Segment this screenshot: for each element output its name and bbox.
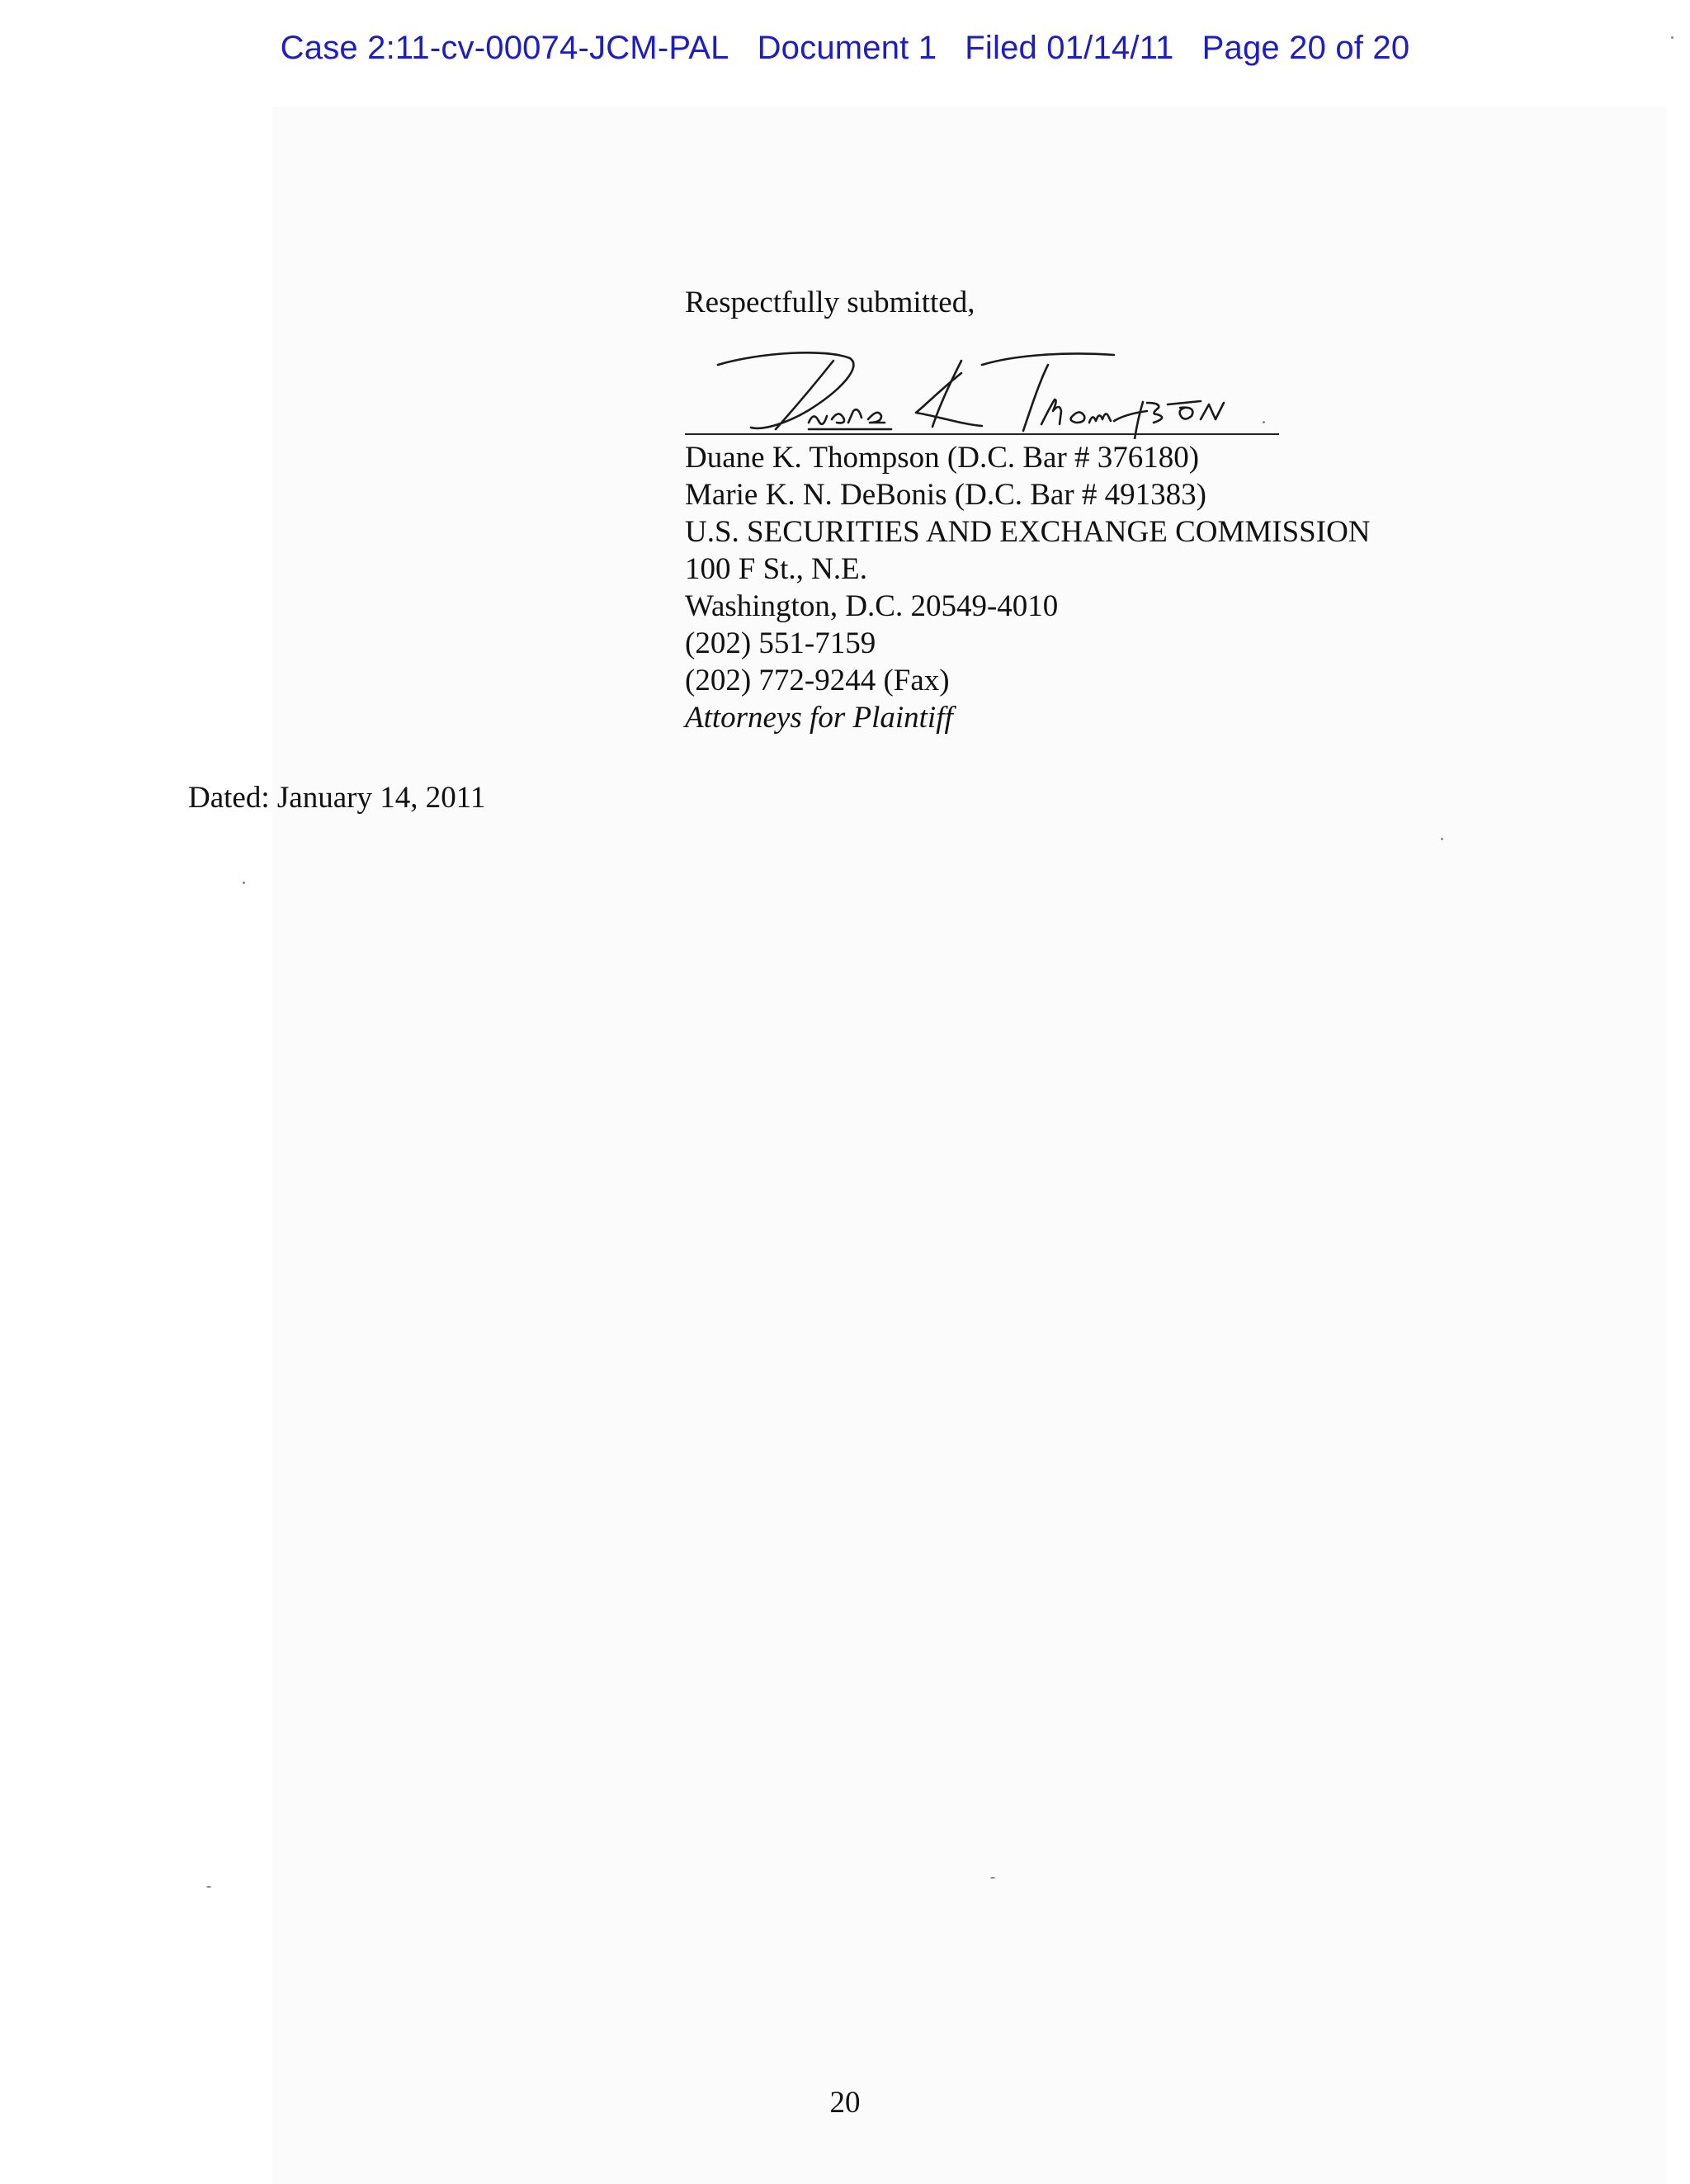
signature-block	[685, 439, 1371, 736]
filed-date: Filed 01/14/11	[965, 30, 1174, 66]
case-number: Case 2:11-cv-00074-JCM-PAL	[280, 30, 729, 66]
attorneys-for: Attorneys for Plaintiff	[685, 701, 953, 735]
document-number: Document 1	[757, 30, 937, 66]
scan-speck	[206, 1886, 211, 1888]
page-number: 20	[829, 2086, 861, 2120]
attorney-2: Marie K. N. DeBonis (D.C. Bar # 491383)	[685, 478, 1206, 512]
agency-name: U.S. SECURITIES AND EXCHANGE COMMISSION	[685, 515, 1371, 549]
scan-speck	[1441, 838, 1443, 840]
handwritten-signature	[685, 340, 1345, 439]
scan-speck	[1671, 36, 1673, 39]
ecf-header	[0, 30, 1690, 67]
attorney-1: Duane K. Thompson (D.C. Bar # 376180)	[685, 441, 1200, 475]
signature-line	[685, 433, 1279, 435]
street-address: 100 F St., N.E.	[685, 552, 868, 586]
page-count: Page 20 of 20	[1201, 30, 1410, 66]
city-zip: Washington, D.C. 20549-4010	[685, 589, 1059, 623]
scan-speck	[1263, 421, 1265, 423]
scan-speck	[990, 1877, 995, 1879]
scan-speck	[243, 882, 245, 884]
dated-line: Dated: January 14, 2011	[188, 781, 486, 815]
closing-text: Respectfully submitted,	[685, 286, 975, 319]
phone-number: (202) 551-7159	[685, 626, 876, 660]
fax-number: (202) 772-9244 (Fax)	[685, 664, 950, 697]
